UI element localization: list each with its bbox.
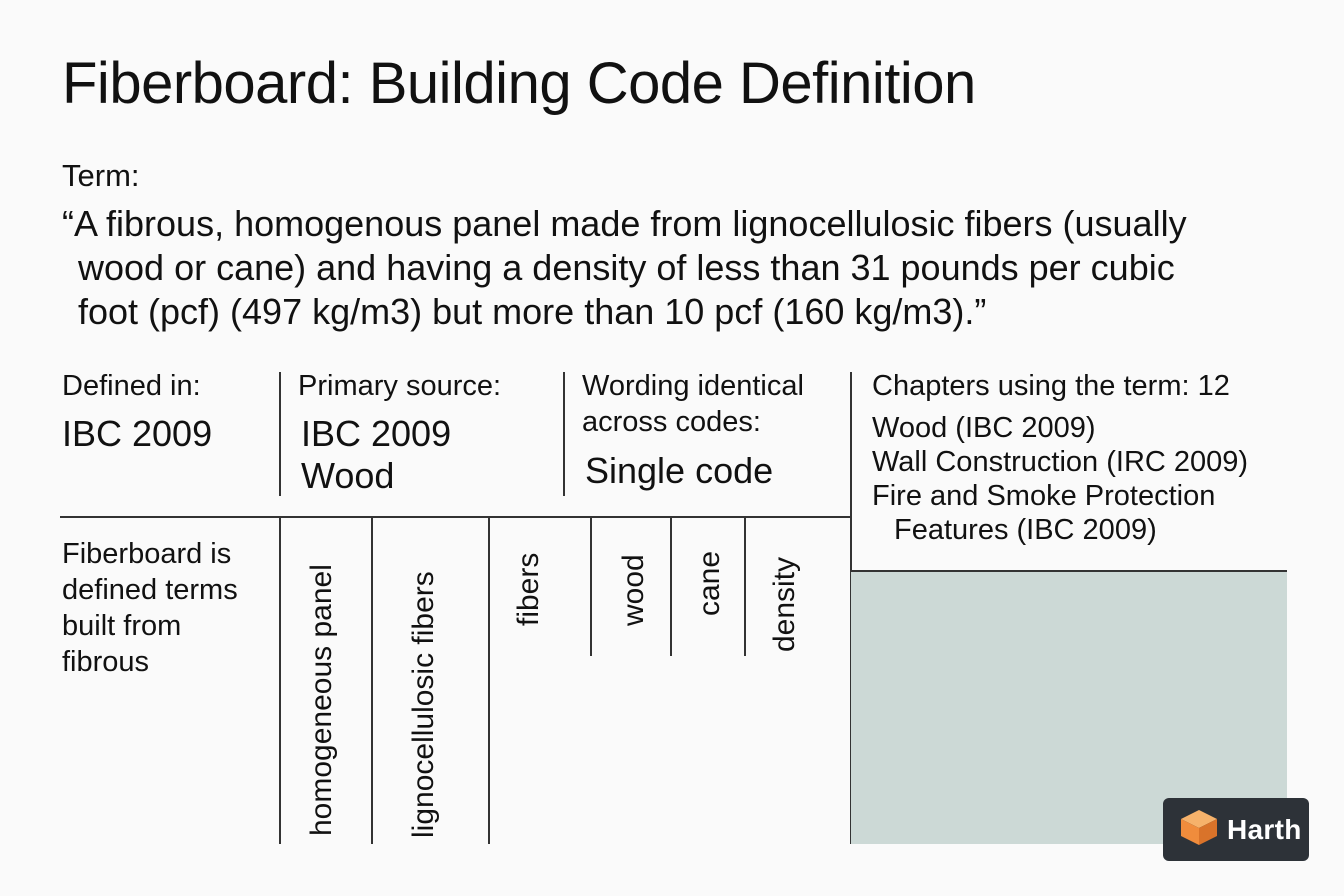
chapter-item: Features (IBC 2009) — [894, 514, 1157, 546]
logo-text: Harth — [1227, 813, 1302, 845]
divider — [279, 517, 281, 844]
primary-source-value: IBC 2009 — [301, 413, 452, 454]
definition-line: foot (pcf) (497 kg/m3) but more than 10 pcf (160 kg/m3).” — [78, 291, 987, 332]
chapters-label: Chapters using the term: 12 — [872, 370, 1230, 402]
related-term: fibers — [512, 552, 545, 626]
related-term: wood — [617, 554, 650, 626]
built-from-line: fibrous — [62, 646, 150, 678]
cube-logo-icon — [1179, 808, 1219, 851]
wording-value: Single code — [585, 450, 774, 491]
term-label: Term: — [62, 158, 140, 193]
defined-in-label: Defined in: — [62, 370, 201, 402]
chapter-item: Fire and Smoke Protection — [872, 480, 1216, 512]
chapter-item: Wood (IBC 2009) — [872, 412, 1096, 444]
divider — [590, 517, 592, 656]
wording-label: across codes: — [582, 406, 761, 438]
definition-line: “A fibrous, homogenous panel made from lignocellulosic fibers (usually — [62, 203, 1187, 244]
harth-logo — [1163, 798, 1309, 861]
chapter-item: Wall Construction (IRC 2009) — [872, 446, 1249, 478]
related-term: lignocellulosic fibers — [407, 571, 440, 838]
wording-label: Wording identical — [582, 370, 804, 402]
divider — [744, 517, 746, 656]
divider — [670, 517, 672, 656]
primary-source-label: Primary source: — [298, 370, 502, 402]
related-term: cane — [693, 550, 726, 616]
built-from-line: Fiberboard is — [62, 538, 232, 570]
divider — [279, 372, 281, 496]
definition-line: wood or cane) and having a density of less than 31 pounds per cubic — [78, 247, 1175, 288]
defined-in-value: IBC 2009 — [62, 413, 213, 454]
divider — [563, 372, 565, 496]
divider — [371, 517, 373, 844]
divider — [60, 516, 850, 518]
definition-quote — [62, 202, 1262, 334]
related-term: density — [768, 556, 801, 652]
primary-source-value: Wood — [301, 455, 395, 496]
built-from-line: built from — [62, 610, 182, 642]
built-from-text — [62, 536, 272, 680]
divider — [488, 517, 490, 844]
related-term: homogeneous panel — [305, 564, 338, 836]
built-from-line: defined terms — [62, 574, 238, 606]
page-title: Fiberboard: Building Code Definition — [62, 51, 976, 116]
